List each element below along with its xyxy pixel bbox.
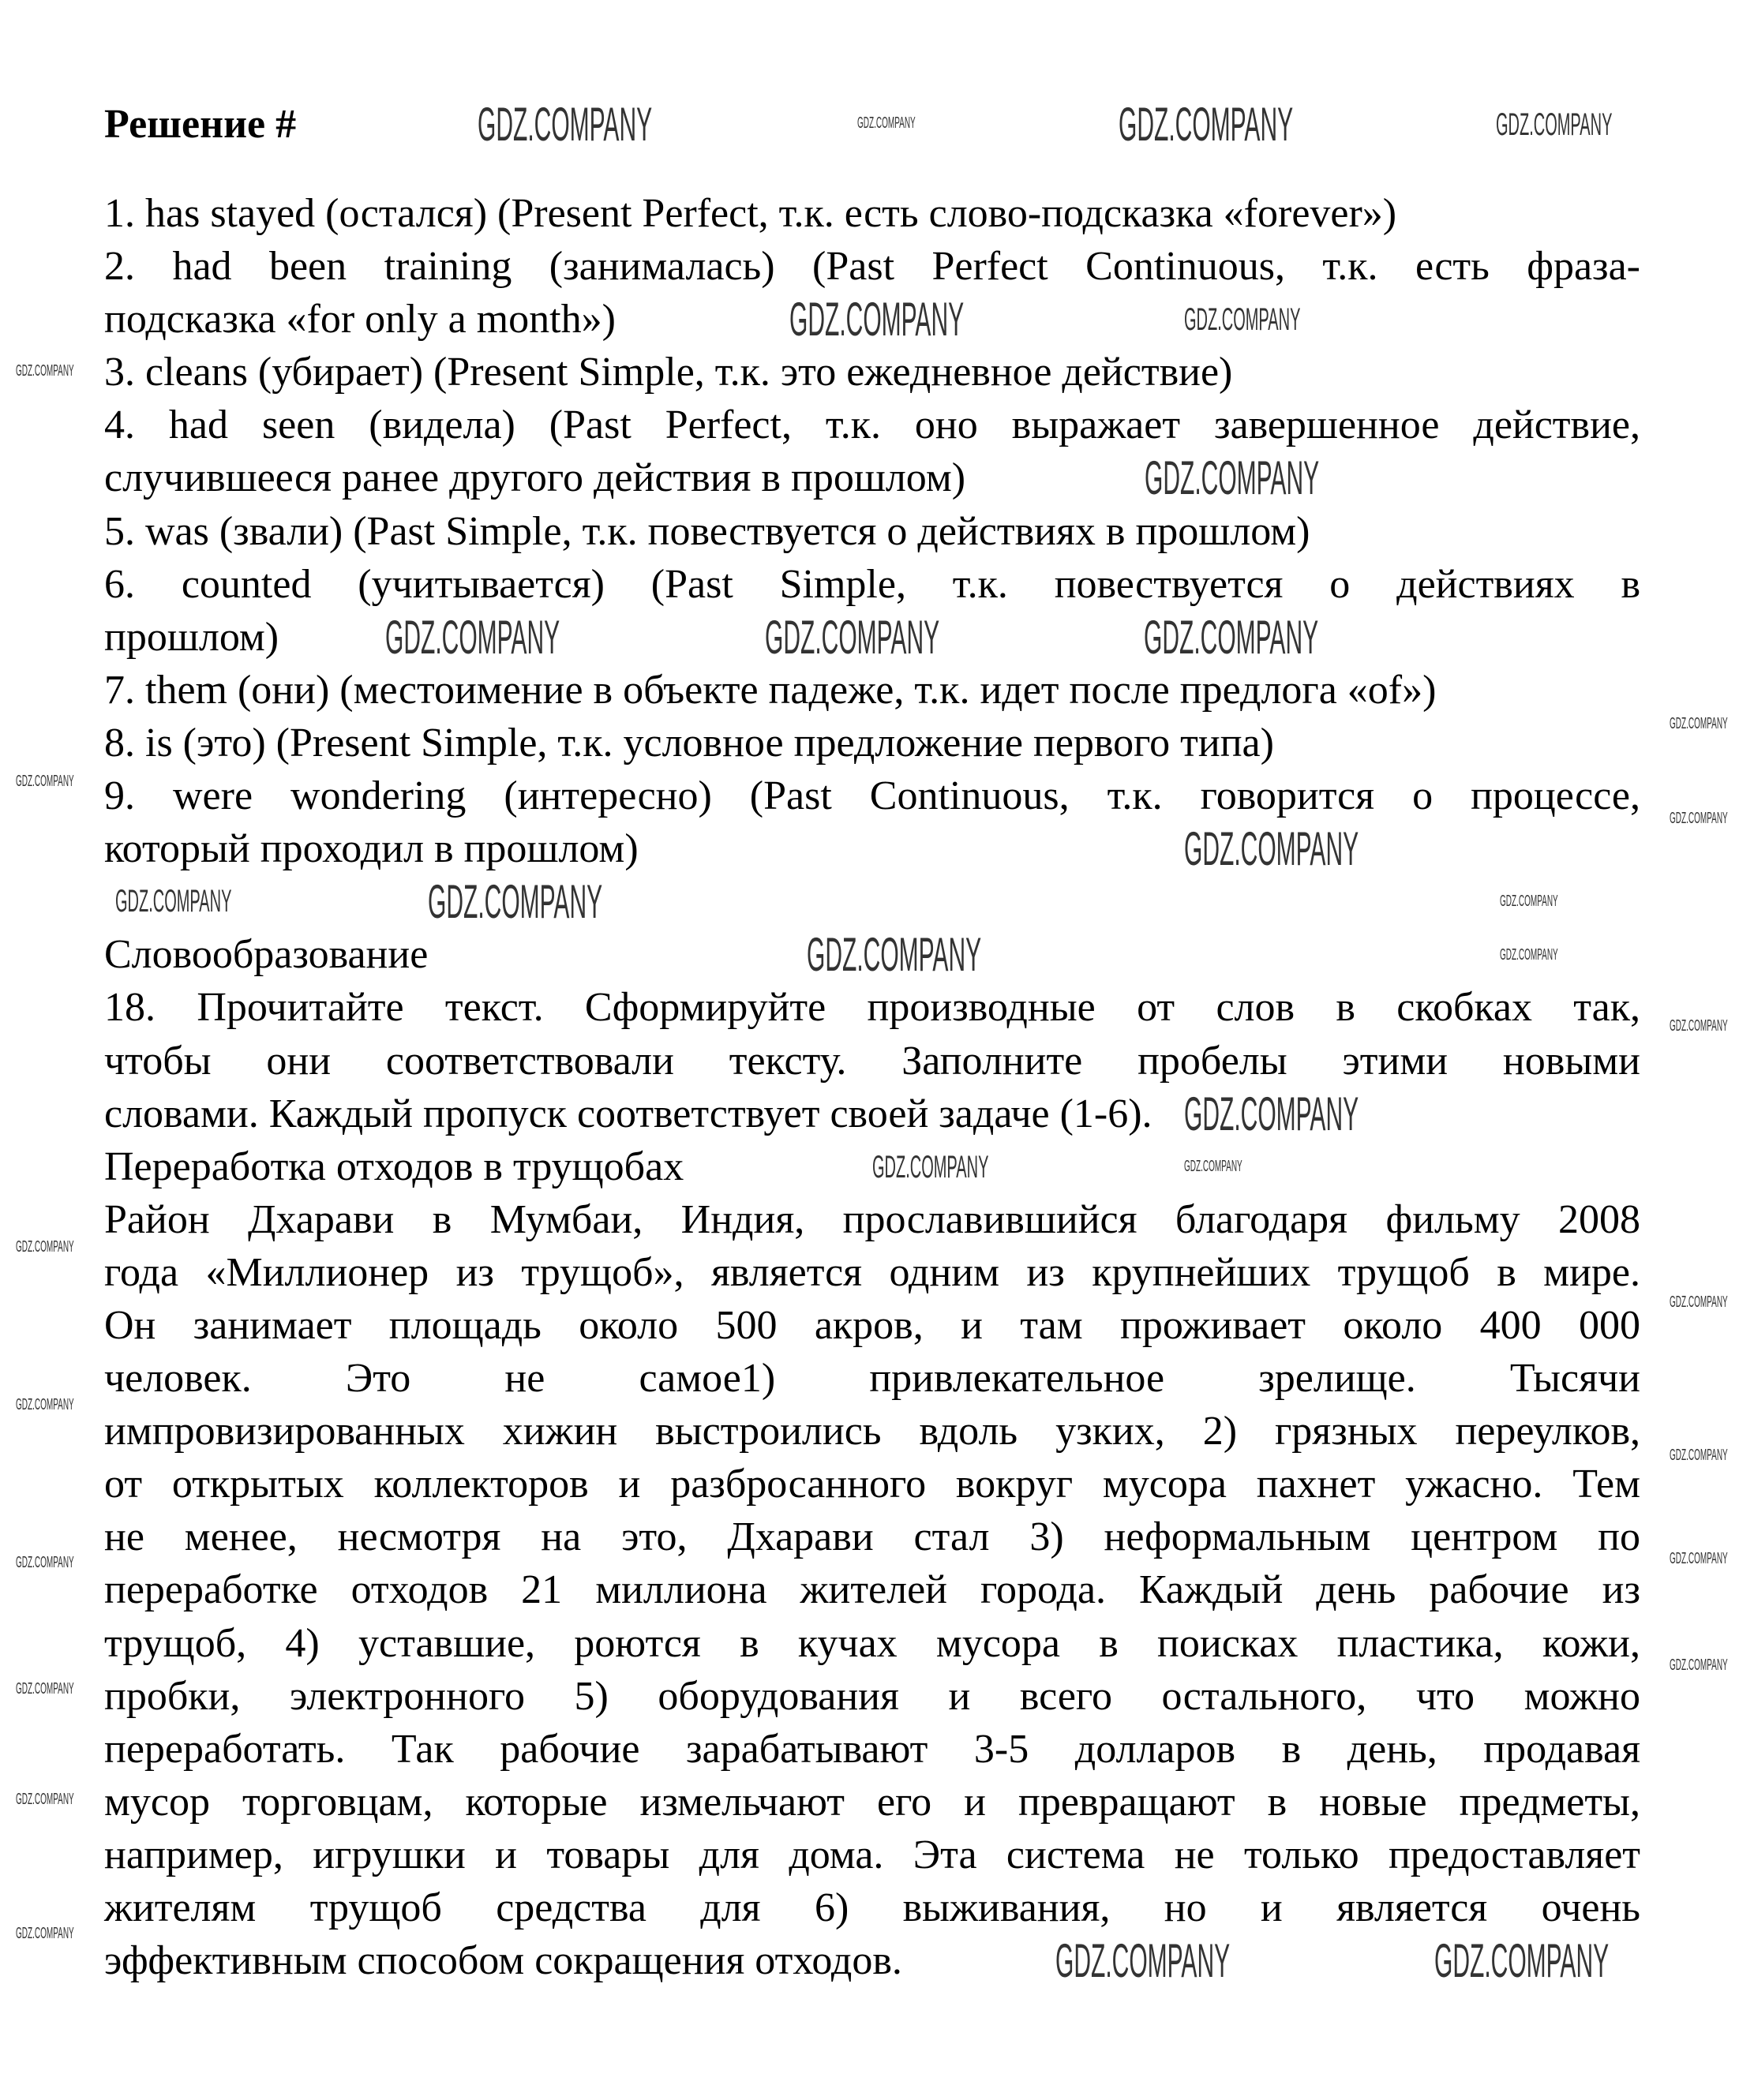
watermark: GDZ.COMPANY [857,114,916,132]
watermark: GDZ.COMPANY [16,1396,74,1413]
text-line: например, игрушки и товары для дома. Эта система не только предоставляет [104,1832,1640,1877]
section-heading: Словообразование [104,932,429,978]
watermark: GDZ.COMPANY [1670,1447,1728,1464]
watermark: GDZ.COMPANY [16,1238,74,1256]
text-line: импровизированных хижин выстроились вдоль узких, 2) грязных переулков, [104,1409,1640,1454]
text-line: от открытых коллекторов и разбросанного вокруг мусора пахнет ужасно. Тем [104,1462,1640,1507]
answer-line: 1. has stayed (остался) (Present Perfect, т.к. есть слово-подсказка «forever») [104,191,1397,236]
watermark: GDZ.COMPANY [1670,1017,1728,1035]
watermark: GDZ.COMPANY [1184,302,1301,337]
watermark: GDZ.COMPANY [16,1680,74,1698]
task-line: 18. Прочитайте текст. Сформируйте производные от слов в скобках так, [104,985,1640,1031]
watermark: GDZ.COMPANY [872,1150,989,1185]
watermark: GDZ.COMPANY [1184,822,1359,875]
text-line: не менее, несмотря на это, Дхарави стал 3) неформальным центром по [104,1514,1640,1560]
watermark: GDZ.COMPANY [1670,1293,1728,1311]
text-title: Переработка отходов в трущобах [104,1144,684,1189]
watermark: GDZ.COMPANY [16,362,74,380]
task-line: чтобы они соответствовали тексту. Заполните пробелы этими новыми [104,1038,1640,1084]
task-line: словами. Каждый пропуск соответствует своей задаче (1-6). [104,1091,1152,1136]
text-line: Он занимает площадь около 500 акров, и там проживает около 400 000 [104,1302,1640,1348]
watermark: GDZ.COMPANY [1184,1087,1359,1140]
solution-heading: Решение # [104,102,297,147]
watermark: GDZ.COMPANY [16,1554,74,1571]
answer-line: 6. counted (учитывается) (Past Simple, т.к. повествуется о действиях в [104,561,1640,607]
watermark: GDZ.COMPANY [115,884,232,919]
text-line: переработать. Так рабочие зарабатывают 3-5 долларов в день, продавая [104,1726,1640,1772]
watermark: GDZ.COMPANY [1184,1158,1242,1175]
answer-line: подсказка «for only a month») [104,297,616,343]
answer-line: 2. had been training (занималась) (Past Perfect Continuous, т.к. есть фраза- [104,244,1640,290]
text-line: переработке отходов 21 миллиона жителей города. Каждый день рабочие из [104,1567,1640,1613]
watermark: GDZ.COMPANY [1144,611,1319,664]
text-line: человек. Это не самое1) привлекательное зрелище. Тысячи [104,1356,1640,1402]
watermark: GDZ.COMPANY [16,773,74,790]
answer-line: который проходил в прошлом) [104,826,639,872]
answer-line: 4. had seen (видела) (Past Perfect, т.к. оно выражает завершенное действие, [104,402,1640,448]
text-line: трущоб, 4) уставшие, роются в кучах мусора в поисках пластика, кожи, [104,1620,1640,1666]
text-line: мусор торговцам, которые измельчают его и превращают в новые предметы, [104,1779,1640,1825]
text-line: пробки, электронного 5) оборудования и всего остального, что можно [104,1673,1640,1719]
watermark: GDZ.COMPANY [1670,1550,1728,1567]
watermark: GDZ.COMPANY [1055,1934,1231,1987]
watermark: GDZ.COMPANY [789,293,965,346]
answer-line: прошлом) [104,614,279,660]
answer-line: случившееся ранее другого действия в прошлом) [104,455,966,501]
watermark: GDZ.COMPANY [16,1925,74,1942]
watermark: GDZ.COMPANY [385,611,560,664]
watermark: GDZ.COMPANY [1670,810,1728,827]
watermark: GDZ.COMPANY [1145,451,1320,504]
watermark: GDZ.COMPANY [765,611,940,664]
text-line: эффективным способом сокращения отходов. [104,1938,902,1984]
answer-line: 3. cleans (убирает) (Present Simple, т.к. это ежедневное действие) [104,350,1233,395]
watermark: GDZ.COMPANY [1119,98,1294,151]
watermark: GDZ.COMPANY [1670,715,1728,732]
watermark: GDZ.COMPANY [428,875,603,928]
text-line: года «Миллионер из трущоб», является одним из крупнейших трущоб в мире. [104,1249,1640,1295]
watermark: GDZ.COMPANY [1434,1934,1610,1987]
watermark: GDZ.COMPANY [478,98,653,151]
answer-line: 8. is (это) (Present Simple, т.к. условное предложение первого типа) [104,720,1274,766]
watermark: GDZ.COMPANY [807,928,982,981]
watermark: GDZ.COMPANY [1500,893,1558,910]
watermark: GDZ.COMPANY [1670,1656,1728,1674]
watermark: GDZ.COMPANY [1500,946,1558,964]
answer-line: 5. was (звали) (Past Simple, т.к. повествуется о действиях в прошлом) [104,508,1310,554]
answer-line: 9. were wondering (интересно) (Past Continuous, т.к. говорится о процессе, [104,773,1640,819]
text-line: жителям трущоб средства для 6) выживания, но и является очень [104,1885,1640,1930]
text-line: Район Дхарави в Мумбаи, Индия, прославившийся благодаря фильму 2008 [104,1196,1640,1242]
answer-line: 7. them (они) (местоимение в объекте падеже, т.к. идет после предлога «of») [104,667,1437,713]
watermark: GDZ.COMPANY [1496,107,1613,142]
document-body [104,98,1640,1987]
watermark: GDZ.COMPANY [16,1791,74,1808]
